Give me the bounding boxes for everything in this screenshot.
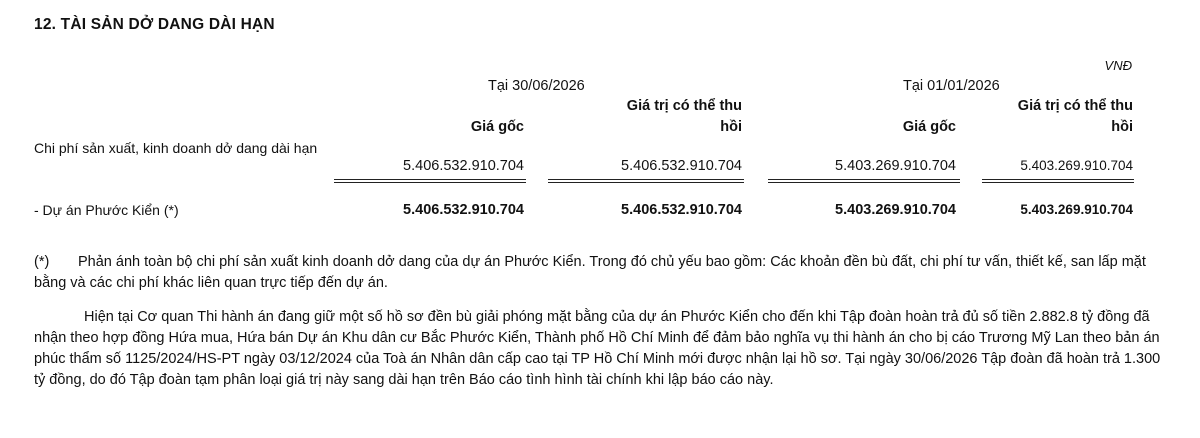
table-cell: 5.403.269.910.704 (835, 158, 956, 174)
currency-unit: VNĐ (1104, 58, 1132, 73)
note-text-1: Phản ánh toàn bộ chi phí sản xuất kinh doanh dở dang của dự án Phước Kiển. Trong đó chủ yếu bao gồm: Các khoản đền bù đất, chi phí tư vấn, thiết kế, san lấp mặt bằng và các chi phí khác liên quan trực tiếp đến dự án. (34, 254, 1146, 291)
double-underline (768, 182, 960, 183)
double-underline (334, 182, 526, 183)
note-paragraph-2: Hiện tại Cơ quan Thi hành án đang giữ một số hồ sơ đền bù giải phóng mặt bằng của dự án Phước Kiển cho đến khi Tập đoàn hoàn trả đủ số tiền 2.882.8 tỷ đồng đã nhận theo hợp đồng Hứa mua, Hứa bán Dự án Khu dân cư Bắc Phước Kiển, Thành phố Hồ Chí Minh để đảm bảo nghĩa vụ thi hành án cho bị cáo Trương Mỹ Lan theo bản án phúc thẩm số 1125/2024/HS-PT ngày 03/12/2024 của Toà án Nhân dân cấp cao tại TP Hồ Chí Minh mới được nhận lại hồ sơ. Tại ngày 30/06/2026 Tập đoàn đã hoàn trả 1.300 tỷ đồng, do đó Tập đoàn tạm phân loại giá trị này sang dài hạn trên Báo cáo tình hình tài chính khi lập báo cáo này. (34, 309, 1161, 388)
note-marker: (*) (34, 254, 50, 270)
double-underline (548, 179, 744, 180)
double-underline (982, 182, 1134, 183)
col-header-cost-opening: Giá gốc (902, 119, 956, 135)
double-underline (982, 179, 1134, 180)
double-underline (334, 179, 526, 180)
col-header-cost-current: Giá gốc (470, 119, 524, 135)
double-underline (768, 179, 960, 180)
table-cell: 5.403.269.910.704 (1020, 158, 1133, 173)
period-header-opening: Tại 01/01/2026 (903, 78, 1000, 94)
col-header-recoverable-current: Giá trị có thể thu hồi (626, 98, 742, 135)
section-title: 12. TÀI SẢN DỞ DANG DÀI HẠN (34, 16, 275, 33)
row-label-phuoc-kien: - Dự án Phước Kiển (*) (34, 202, 179, 218)
table-cell: 5.406.532.910.704 (403, 202, 524, 218)
note-paragraph-1 (34, 252, 1164, 294)
col-header-recoverable-opening: Giá trị có thể thu hồi (1017, 98, 1133, 135)
table-cell: 5.406.532.910.704 (621, 202, 742, 218)
row-label-wip-costs: Chi phí sản xuất, kinh doanh dở dang dài hạn (34, 140, 318, 156)
double-underline (548, 182, 744, 183)
table-cell: 5.406.532.910.704 (403, 158, 524, 174)
table-cell: 5.403.269.910.704 (1020, 202, 1133, 217)
table-cell: 5.403.269.910.704 (835, 202, 956, 218)
period-header-current: Tại 30/06/2026 (488, 78, 585, 94)
table-cell: 5.406.532.910.704 (621, 158, 742, 174)
